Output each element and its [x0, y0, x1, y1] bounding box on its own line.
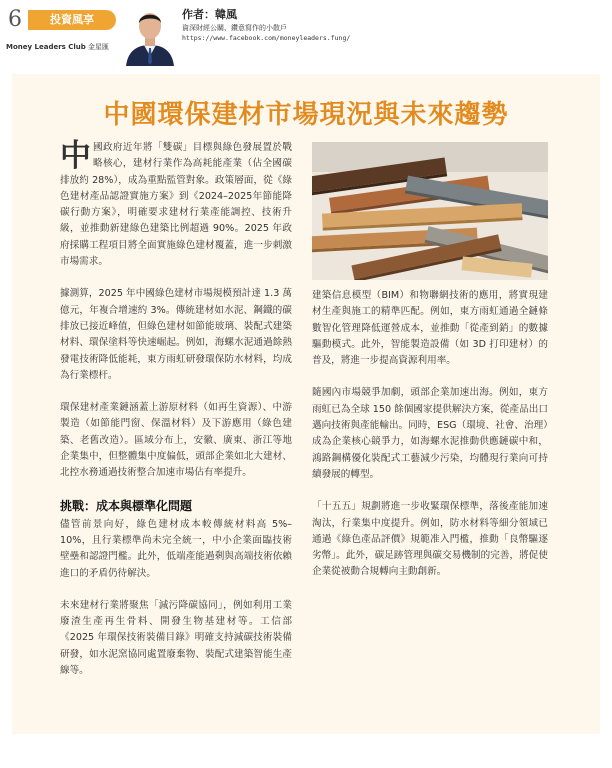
category-tab: 投資風享	[28, 10, 116, 30]
dropcap: 中	[60, 138, 91, 174]
composite-planks-image	[312, 142, 548, 280]
paragraph-4: 儘管前景向好，綠色建材成本較傳統材料高 5%–10%，且行業標準尚未完全統一，中小企業面臨技術壁壘和認證門檻。此外，低端產能過剩與高端技術依賴進口的矛盾仍待解決。	[60, 518, 292, 579]
paragraph-5: 未來建材行業將聚焦「減污降碳協同」，例如利用工業廢渣生產再生骨料、開發生物基建材等。工信部《2025 年環保技術裝備目錄》明確支持減碳技術裝備研發，如水泥窯協同處置廢棄物、裝配式建築智能生產線等。	[60, 599, 292, 677]
club-suffix: 金星匯	[88, 43, 110, 51]
article-title: 中國環保建材市場現況與未來趨勢	[103, 100, 509, 130]
left-column	[60, 140, 292, 695]
author-description: 資深財經公關、鑽意寫作的小散戶	[182, 24, 287, 32]
right-column	[312, 288, 548, 597]
paragraph-7: 隨國內市場競爭加劇，頭部企業加速出海。例如，東方雨虹已為全球 150 餘個國家提供解決方案，從產品出口邁向技術與產能輸出。同時，ESG（環境、社會、治理）成為企業核心競爭力，如海螺水泥推動供應鏈碳中和，鴻路鋼構優化裝配式工藝減少污染，均體現行業向可持續發展的轉型。	[312, 387, 548, 480]
club-name-text: Money Leaders Club	[6, 43, 86, 51]
paragraph-6: 建築信息模型（BIM）和物聯網技術的應用，將實現建材生產與施工的精準匹配。例如，東方雨虹通過全鏈條數智化管理降低運營成本，並推動「從產到銷」的數據驅動模式。此外，智能製造設備（如 3D 打印建材）的普及，將進一步提高資源利用率。	[312, 290, 548, 367]
paragraph-8: 「十五五」規劃將進一步收緊環保標準，落後產能加速淘汰，行業集中度提升。例如，防水材料等細分領域已通過《綠色產品評價》規範准入門檻，推動「良幣驅逐劣幣」。此外，碳足跡管理與碳交易機制的完善，將促使企業從被動合規轉向主動創新。	[312, 501, 548, 578]
author-avatar	[122, 4, 178, 66]
paragraph-1: 國政府近年將「雙碳」目標與綠色發展置於戰略核心，建材行業作為高耗能產業（佔全國碳排放約 28%），成為重點監管對象。政策層面，從《綠色建材產品認證實施方案》到《2024–2025年節能降碳行動方案》，明確要求建材行業產能調控、技術升級，並推動新建綠色建築比例超過 90%。2025 年政府採購工程項目將全面實施綠色建材覆蓋，進一步刺激市場需求。	[60, 142, 292, 268]
building-materials-photo	[312, 142, 548, 280]
paragraph-intro	[60, 140, 292, 270]
page-number: 6	[8, 7, 22, 32]
paragraph-3: 環保建材產業鏈涵蓋上游原材料（如再生資源）、中游製造（如節能門窗、保溫材料）及下游應用（綠色建築、老舊改造）。區域分布上，安徽、廣東、浙江等地企業集中，但整體集中度偏低，頭部企業如北大建材、北控水務通過技術整合加速市場佔有率提升。	[60, 402, 292, 479]
section-subheading: 挑戰：成本與標準化問題	[60, 498, 193, 513]
author-portrait-icon	[122, 4, 178, 66]
author-url[interactable]: https://www.facebook.com/moneyleaders.fung/	[182, 34, 351, 42]
club-name	[6, 42, 130, 52]
header-brand	[0, 0, 118, 62]
paragraph-2: 據測算，2025 年中國綠色建材市場規模預計達 1.3 萬億元，年複合增速約 3%。傳統建材如水泥、鋼鐵的碳排放已接近峰值，但綠色建材如節能玻璃、裝配式建築材料、環保塗料等快速崛起。例如，海螺水泥通過餘熱發電技術降低能耗，東方雨虹研發環保防水材料，均成為行業標杆。	[60, 288, 292, 381]
author-name: 作者：韓風	[182, 8, 237, 21]
